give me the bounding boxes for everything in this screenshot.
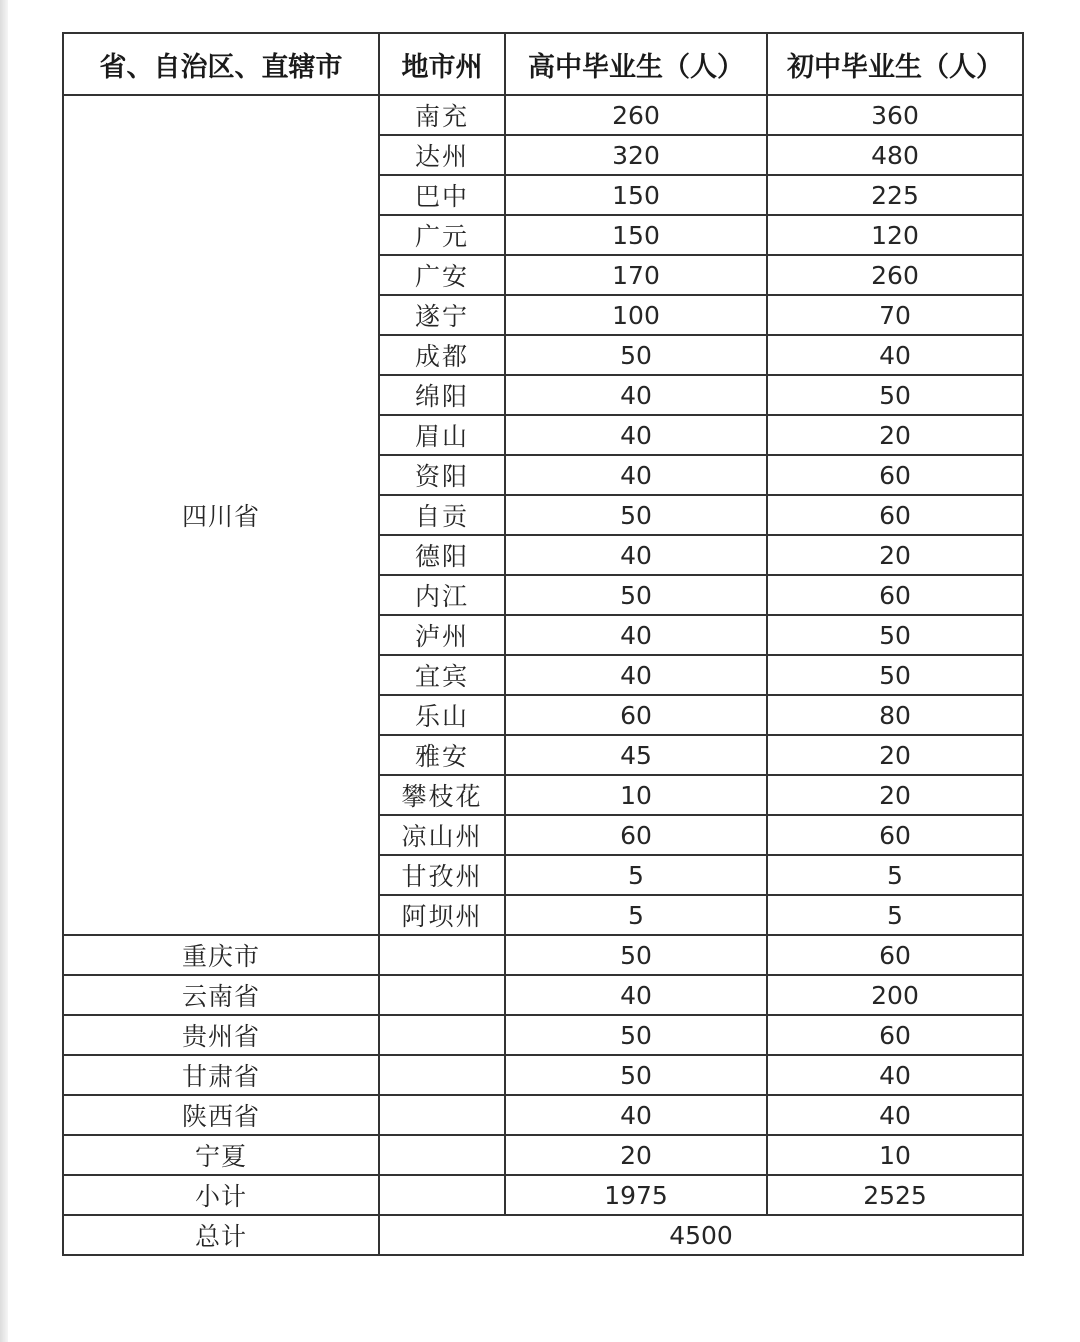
city-cell: 绵阳 [379, 375, 505, 415]
subtotal-high-school: 1975 [505, 1175, 767, 1215]
high-school-cell: 40 [505, 375, 767, 415]
middle-school-cell: 20 [767, 775, 1023, 815]
city-cell: 广安 [379, 255, 505, 295]
city-cell-empty [379, 975, 505, 1015]
high-school-cell: 260 [505, 95, 767, 135]
province-cell: 云南省 [63, 975, 379, 1015]
high-school-cell: 150 [505, 215, 767, 255]
left-edge-strip [0, 0, 8, 1342]
middle-school-cell: 480 [767, 135, 1023, 175]
city-cell: 资阳 [379, 455, 505, 495]
total-row [63, 1215, 1023, 1255]
city-cell: 宜宾 [379, 655, 505, 695]
middle-school-cell: 20 [767, 415, 1023, 455]
high-school-cell: 20 [505, 1135, 767, 1175]
middle-school-cell: 80 [767, 695, 1023, 735]
subtotal-row [63, 1175, 1023, 1215]
table-row [63, 975, 1023, 1015]
city-cell: 自贡 [379, 495, 505, 535]
middle-school-cell: 60 [767, 1015, 1023, 1055]
middle-school-cell: 120 [767, 215, 1023, 255]
middle-school-cell: 225 [767, 175, 1023, 215]
city-cell: 雅安 [379, 735, 505, 775]
high-school-cell: 50 [505, 935, 767, 975]
middle-school-cell: 5 [767, 895, 1023, 935]
high-school-cell: 320 [505, 135, 767, 175]
province-cell: 四川省 [63, 95, 379, 935]
high-school-cell: 50 [505, 575, 767, 615]
total-label: 总计 [63, 1215, 379, 1255]
high-school-cell: 40 [505, 975, 767, 1015]
city-cell-empty [379, 1055, 505, 1095]
middle-school-cell: 200 [767, 975, 1023, 1015]
high-school-cell: 50 [505, 1015, 767, 1055]
header-province: 省、自治区、直辖市 [63, 33, 379, 95]
middle-school-cell: 60 [767, 455, 1023, 495]
city-cell: 德阳 [379, 535, 505, 575]
subtotal-middle-school: 2525 [767, 1175, 1023, 1215]
province-cell: 宁夏 [63, 1135, 379, 1175]
province-cell: 贵州省 [63, 1015, 379, 1055]
subtotal-label: 小计 [63, 1175, 379, 1215]
table-row [63, 935, 1023, 975]
city-cell-empty [379, 1135, 505, 1175]
city-cell: 眉山 [379, 415, 505, 455]
province-cell: 甘肃省 [63, 1055, 379, 1095]
high-school-cell: 60 [505, 815, 767, 855]
table-row [63, 1055, 1023, 1095]
middle-school-cell: 40 [767, 335, 1023, 375]
city-cell: 成都 [379, 335, 505, 375]
table-body [63, 95, 1023, 1255]
middle-school-cell: 60 [767, 935, 1023, 975]
middle-school-cell: 50 [767, 655, 1023, 695]
middle-school-cell: 10 [767, 1135, 1023, 1175]
high-school-cell: 50 [505, 1055, 767, 1095]
high-school-cell: 60 [505, 695, 767, 735]
middle-school-cell: 40 [767, 1055, 1023, 1095]
province-cell: 陕西省 [63, 1095, 379, 1135]
table-row [63, 1095, 1023, 1135]
middle-school-cell: 60 [767, 815, 1023, 855]
middle-school-cell: 60 [767, 575, 1023, 615]
high-school-cell: 40 [505, 415, 767, 455]
header-high-school: 高中毕业生（人） [505, 33, 767, 95]
middle-school-cell: 360 [767, 95, 1023, 135]
middle-school-cell: 40 [767, 1095, 1023, 1135]
high-school-cell: 40 [505, 535, 767, 575]
high-school-cell: 50 [505, 335, 767, 375]
high-school-cell: 40 [505, 455, 767, 495]
table-row [63, 1015, 1023, 1055]
table-row [63, 95, 1023, 135]
middle-school-cell: 60 [767, 495, 1023, 535]
city-cell-empty [379, 1095, 505, 1135]
middle-school-cell: 5 [767, 855, 1023, 895]
city-cell: 乐山 [379, 695, 505, 735]
city-cell: 凉山州 [379, 815, 505, 855]
graduates-table [62, 32, 1024, 1256]
city-cell: 巴中 [379, 175, 505, 215]
middle-school-cell: 70 [767, 295, 1023, 335]
high-school-cell: 40 [505, 615, 767, 655]
total-value: 4500 [379, 1215, 1023, 1255]
city-cell: 达州 [379, 135, 505, 175]
city-cell-empty [379, 1015, 505, 1055]
city-cell: 广元 [379, 215, 505, 255]
city-cell: 泸州 [379, 615, 505, 655]
high-school-cell: 5 [505, 895, 767, 935]
header-city: 地市州 [379, 33, 505, 95]
middle-school-cell: 50 [767, 615, 1023, 655]
high-school-cell: 170 [505, 255, 767, 295]
high-school-cell: 10 [505, 775, 767, 815]
middle-school-cell: 260 [767, 255, 1023, 295]
city-cell-empty [379, 1175, 505, 1215]
high-school-cell: 100 [505, 295, 767, 335]
middle-school-cell: 50 [767, 375, 1023, 415]
city-cell: 阿坝州 [379, 895, 505, 935]
high-school-cell: 150 [505, 175, 767, 215]
high-school-cell: 45 [505, 735, 767, 775]
header-row [63, 33, 1023, 95]
middle-school-cell: 20 [767, 535, 1023, 575]
high-school-cell: 5 [505, 855, 767, 895]
city-cell: 遂宁 [379, 295, 505, 335]
city-cell: 甘孜州 [379, 855, 505, 895]
high-school-cell: 40 [505, 1095, 767, 1135]
city-cell: 攀枝花 [379, 775, 505, 815]
city-cell: 内江 [379, 575, 505, 615]
middle-school-cell: 20 [767, 735, 1023, 775]
table-row [63, 1135, 1023, 1175]
header-middle-school: 初中毕业生（人） [767, 33, 1023, 95]
city-cell: 南充 [379, 95, 505, 135]
high-school-cell: 40 [505, 655, 767, 695]
high-school-cell: 50 [505, 495, 767, 535]
city-cell-empty [379, 935, 505, 975]
province-cell: 重庆市 [63, 935, 379, 975]
